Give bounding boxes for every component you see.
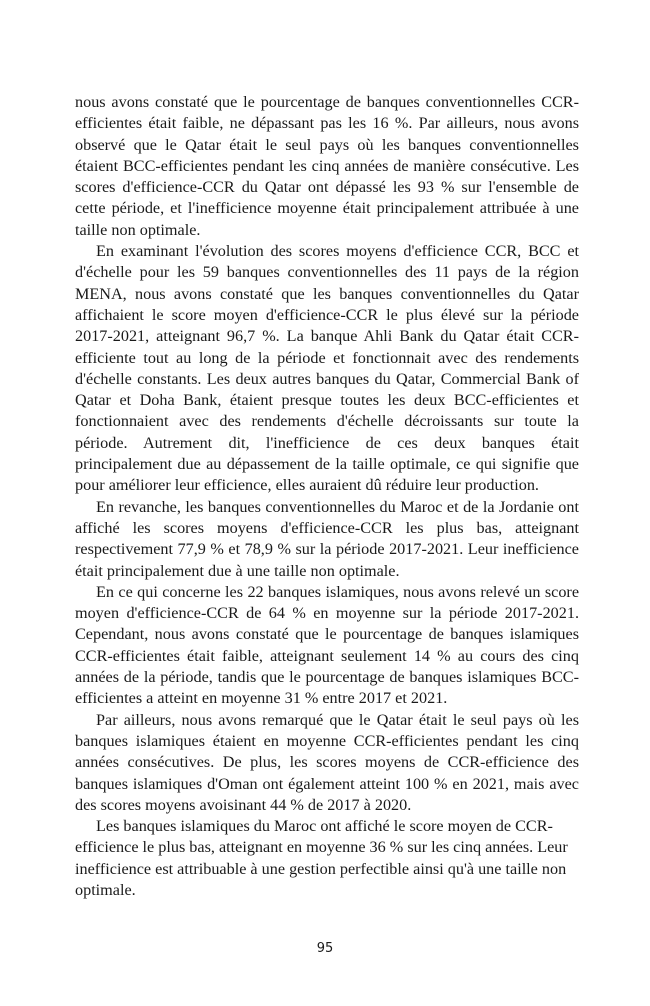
page-body (75, 92, 579, 901)
paragraph-1: nous avons constaté que le pourcentage de banques conventionnelles CCR-efficientes était faible, ne dépassant pas les 16 %. Par ailleurs, nous avons observé que le Qatar était le seul pays où les banques conventionnelles étaient BCC-efficientes pendant les cinq années de manière consécutive. Les scores d'efficience-CCR du Qatar ont dépassé les 93 % sur l'ensemble de cette période, et l'inefficience moyenne était principalement attribuée à une taille non optimale. (75, 93, 579, 239)
paragraph-4: En ce qui concerne les 22 banques islamiques, nous avons relevé un score moyen d'efficience-CCR de 64 % en moyenne sur la période 2017-2021. Cependant, nous avons constaté que le pourcentage de banques islamiques CCR-efficientes était faible, atteignant seulement 14 % au cours des cinq années de la période, tandis que le pourcentage de banques islamiques BCC-efficientes a atteint en moyenne 31 % entre 2017 et 2021. (75, 582, 579, 708)
paragraph-6: Les banques islamiques du Maroc ont affiché le score moyen de CCR-efficience le plus bas, atteignant en moyenne 36 % sur les cinq années. Leur inefficience est attribuable à une gestion perfectible ainsi qu'à une taille non optimale. (75, 817, 568, 899)
paragraph-2: En examinant l'évolution des scores moyens d'efficience CCR, BCC et d'échelle pour les 59 banques conventionnelles des 11 pays de la région MENA, nous avons constaté que les banques conventionnelles du Qatar affichaient le score moyen d'efficience-CCR le plus élevé sur la période 2017-2021, atteignant 96,7 %. La banque Ahli Bank du Qatar était CCR-efficiente tout au long de la période et fonctionnait avec des rendements d'échelle constants. Les deux autres banques du Qatar, Commercial Bank of Qatar et Doha Bank, étaient presque toutes les deux BCC-efficientes et fonctionnaient avec des rendements d'échelle décroissants sur toute la période. Autrement dit, l'inefficience de ces deux banques était principalement due au dépassement de la taille optimale, ce qui signifie que pour améliorer leur efficience, elles auraient dû réduire leur production. (75, 242, 579, 495)
paragraph-5: Par ailleurs, nous avons remarqué que le Qatar était le seul pays où les banques islamiques étaient en moyenne CCR-efficientes pendant les cinq années consécutives. De plus, les scores moyens de CCR-efficience des banques islamiques d'Oman ont également atteint 100 % en 2021, mais avec des scores moyens avoisinant 44 % de 2017 à 2020. (75, 710, 579, 814)
paragraph-3: En revanche, les banques conventionnelles du Maroc et de la Jordanie ont affiché les scores moyens d'efficience-CCR les plus bas, atteignant respectivement 77,9 % et 78,9 % sur la période 2017-2021. Leur inefficience était principalement due à une taille non optimale. (75, 497, 579, 580)
page-number: 95 (316, 941, 334, 956)
